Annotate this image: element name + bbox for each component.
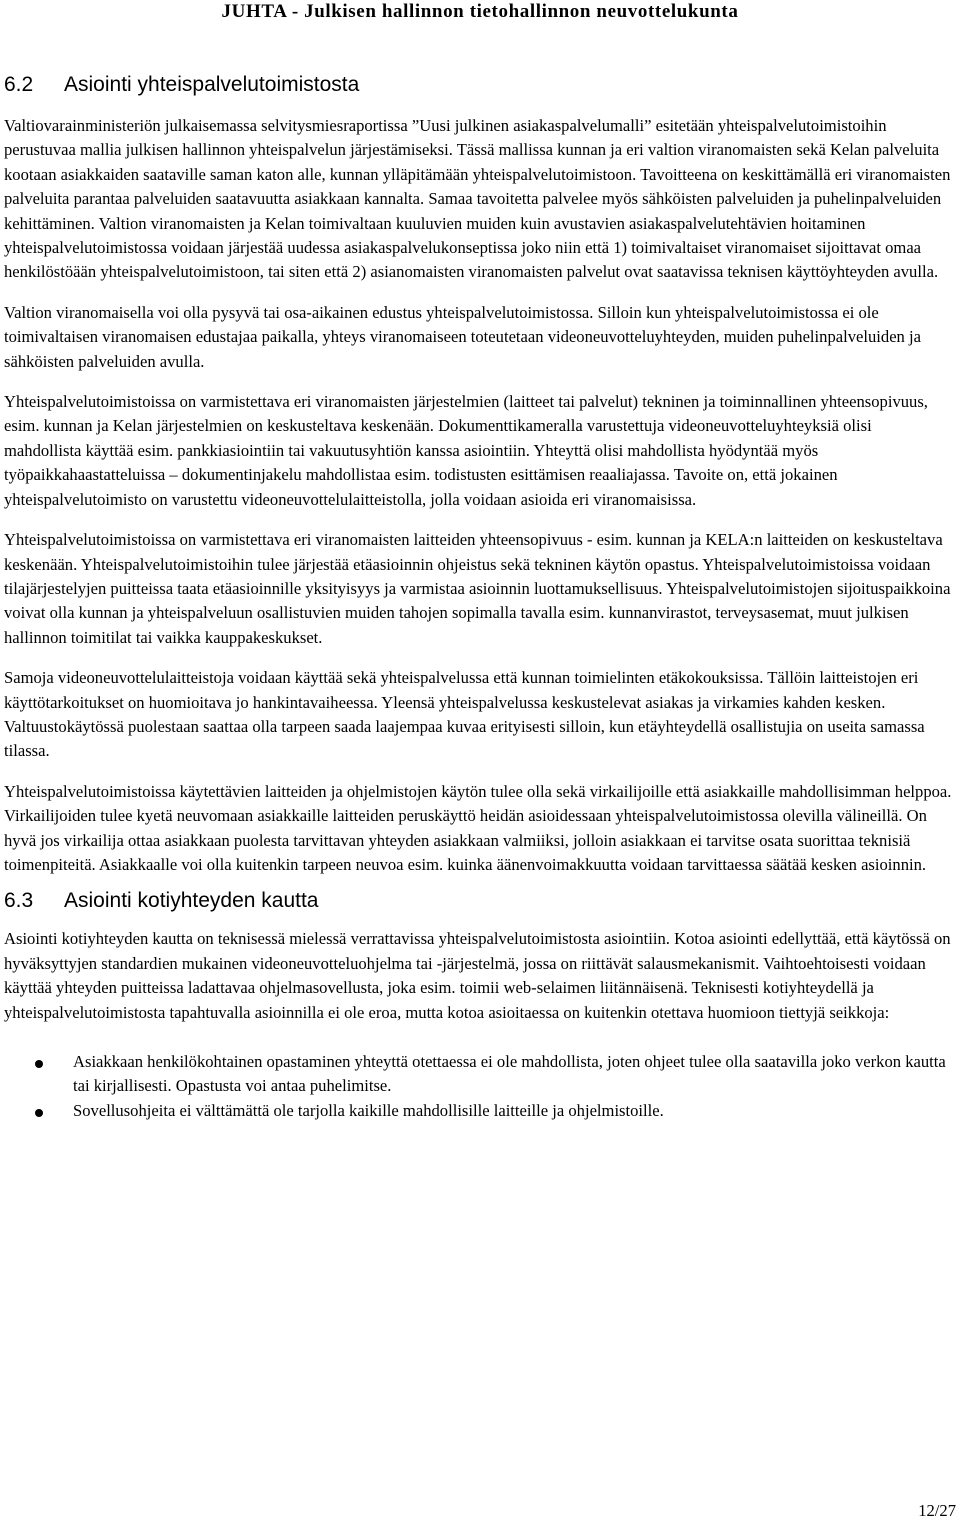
- bullet-list: [4, 1050, 952, 1123]
- paragraph: Yhteispalvelutoimistoissa on varmistettava eri viranomaisten järjestelmien (laitteet tai palvelut) tekninen ja toiminnallinen yhteensopivuus, esim. kunnan ja Kelan järjestelmien on keskusteltava keskenään. Dokumenttikameralla varustettuja videoneuvotteluyhteyksiä olisi mahdollista käyttää esim. pankkiasiointiin tai vakuutusyhtiön kanssa asiointiin. Yhteyttä olisi mahdollista hyödyntää myös työpaikkahaastatteluissa – dokumentinjakelu mahdollistaa esim. todistusten esittämisen reaaliajassa. Tavoite on, että jokainen yhteispalvelutoimisto on varustettu videoneuvottelulaitteistolla, jolla voidaan asioida eri viranomaisissa.: [4, 392, 928, 509]
- section-heading-6-2: [4, 71, 952, 99]
- document-header: JUHTA - Julkisen hallinnon tietohallinnon neuvottelukunta: [221, 1, 739, 22]
- list-item: [4, 1050, 952, 1099]
- section-title: Asiointi kotiyhteyden kautta: [64, 889, 319, 913]
- bullet-icon: [35, 1060, 43, 1068]
- section-title: Asiointi yhteispalvelutoimistosta: [64, 73, 360, 96]
- paragraph: Samoja videoneuvottelulaitteistoja voidaan käyttää sekä yhteispalvelussa että kunnan toimielinten etäkokouksissa. Tällöin laitteistojen eri käyttötarkoitukset on huomioitava jo hankintavaiheessa. Yleensä yhteispalvelussa keskustelevat asiakas ja virkamies kahden kesken. Valtuustokäytössä puolestaan saattaa olla tarpeen saada laajempaa kuvaa erityisesti silloin, kun etäyhteydellä osallistujia on useita samassa tilassa.: [4, 668, 925, 761]
- paragraph: Yhteispalvelutoimistoissa käytettävien laitteiden ja ohjelmistojen käytön tulee olla sekä virkailijoille että asiakkaille mahdollisimman helppoa. Virkailijoiden tulee kyetä neuvomaan asiakkaille laitteiden peruskäyttö heidän asioidessaan yhteispalvelutoimistossa olevilla välineillä. On hyvä jos virkailija ottaa asiakkaan puolesta tarvittavan yhteyden asiakkaan valmiiksi, jolloin asiakkaan ei tarvitse osata suorittaa teknisiä toimenpiteitä. Asiakkaalle voi olla kuitenkin tarpeen neuvoa esim. kuinka äänenvoimakkuutta voidaan tarvittaessa säätää kesken asioinnin.: [4, 781, 952, 874]
- paragraph: Yhteispalvelutoimistoissa on varmistettava eri viranomaisten laitteiden yhteensopivuus - esim. kunnan ja KELA:n laitteiden on keskusteltava keskenään. Yhteispalvelutoimistoihin tulee järjestää etäasioinnin ohjeistus sekä tekninen käytön opastus. Yhteispalvelutoimistoissa voidaan tilajärjestelyjen puitteissa taata etäasioinnille yksityisyys ja varmistaa asioinnin luottamuksellisuus. Yhteispalvelutoimistojen sijoituspaikkoina voivat olla kunnan ja yhteispalveluun osallistuvien muiden tahojen sopimalla tavalla esim. kunnanvirastot, terveysasemat, muut julkisen hallinnon toimitilat tai vaikka kauppakeskukset.: [4, 530, 951, 647]
- list-item-text: Asiakkaan henkilökohtainen opastaminen yhteyttä otettaessa ei ole mahdollista, joten ohjeet tulee olla saatavilla joko verkon kautta tai kirjallisesti. Opastusta voi antaa puhelimitse.: [73, 1052, 946, 1096]
- section-heading-6-3: [4, 887, 952, 915]
- bullet-icon: [35, 1109, 43, 1117]
- list-item: [4, 1099, 952, 1123]
- page-number: 12/27: [918, 1501, 956, 1520]
- paragraph: Valtion viranomaisella voi olla pysyvä tai osa-aikainen edustus yhteispalvelutoimistossa. Silloin kun yhteispalvelutoimistossa ei ole toimivaltaisen viranomaisen edustajaa paikalla, yhteys viranomaiseen toteutetaan videoneuvotteluyhteyden, muiden puhelinpalveluiden ja sähköisten palveluiden avulla.: [4, 302, 921, 371]
- list-item-text: Sovellusohjeita ei välttämättä ole tarjolla kaikille mahdollisille laitteille ja ohjelmistoille.: [73, 1100, 664, 1120]
- paragraph: Valtiovarainministeriön julkaisemassa selvitysmiesraportissa ”Uusi julkinen asiakaspalvelumalli” esitetään yhteispalvelutoimistoihin perustuvaa mallia julkisen hallinnon yhteispalvelun järjestämiseksi. Tässä mallissa kunnan ja eri valtion viranomaisten sekä Kelan palveluita kootaan asiakkaiden saataville saman katon alle, kunnan ylläpitämään yhteispalvelutoimistoon. Tavoitteena on keskittämällä eri viranomaisten palveluita parantaa palveluiden saatavuutta asiakkaan kannalta. Samaa tavoitetta palvelee myös sähköisten palveluiden ja puhelinpalveluiden kehittäminen. Valtion viranomaisten ja Kelan toimivaltaan kuuluvien muiden kuin avustavien asiakaspalvelutehtävien hoitaminen yhteispalvelutoimistossa voidaan järjestää uudessa asiakaspalvelukonseptissa joko niin että 1) toimivaltaiset viranomaiset sijoittavat omaa henkilöstöään yhteispalvelutoimistoon, tai siten että 2) asianomaisten viranomaisten palvelut ovat saatavissa teknisen käyttöyhteyden avulla.: [4, 116, 951, 282]
- section-number: 6.3: [4, 889, 34, 913]
- section-number: 6.2: [4, 73, 34, 96]
- paragraph: Asiointi kotiyhteyden kautta on teknisessä mielessä verrattavissa yhteispalvelutoimistosta asiointiin. Kotoa asiointi edellyttää, että käytössä on hyväksyttyjen standardien mukainen videoneuvotteluohjelma tai -järjestelmä, jossa on riittävät salausmekanismit. Vaihtoehtoisesti voidaan käyttää yhteyden puitteissa ladattavaa ohjelmasovellusta, joka esim. toimii web-selaimen liitännäisenä. Teknisesti kotiyhteydellä ja yhteispalvelutoimistosta tapahtuvalla asioinnilla ei ole eroa, mutta kotoa asioitaessa on kuitenkin otettava huomioon tiettyjä seikkoja:: [4, 929, 951, 1022]
- document-body: [4, 71, 952, 1123]
